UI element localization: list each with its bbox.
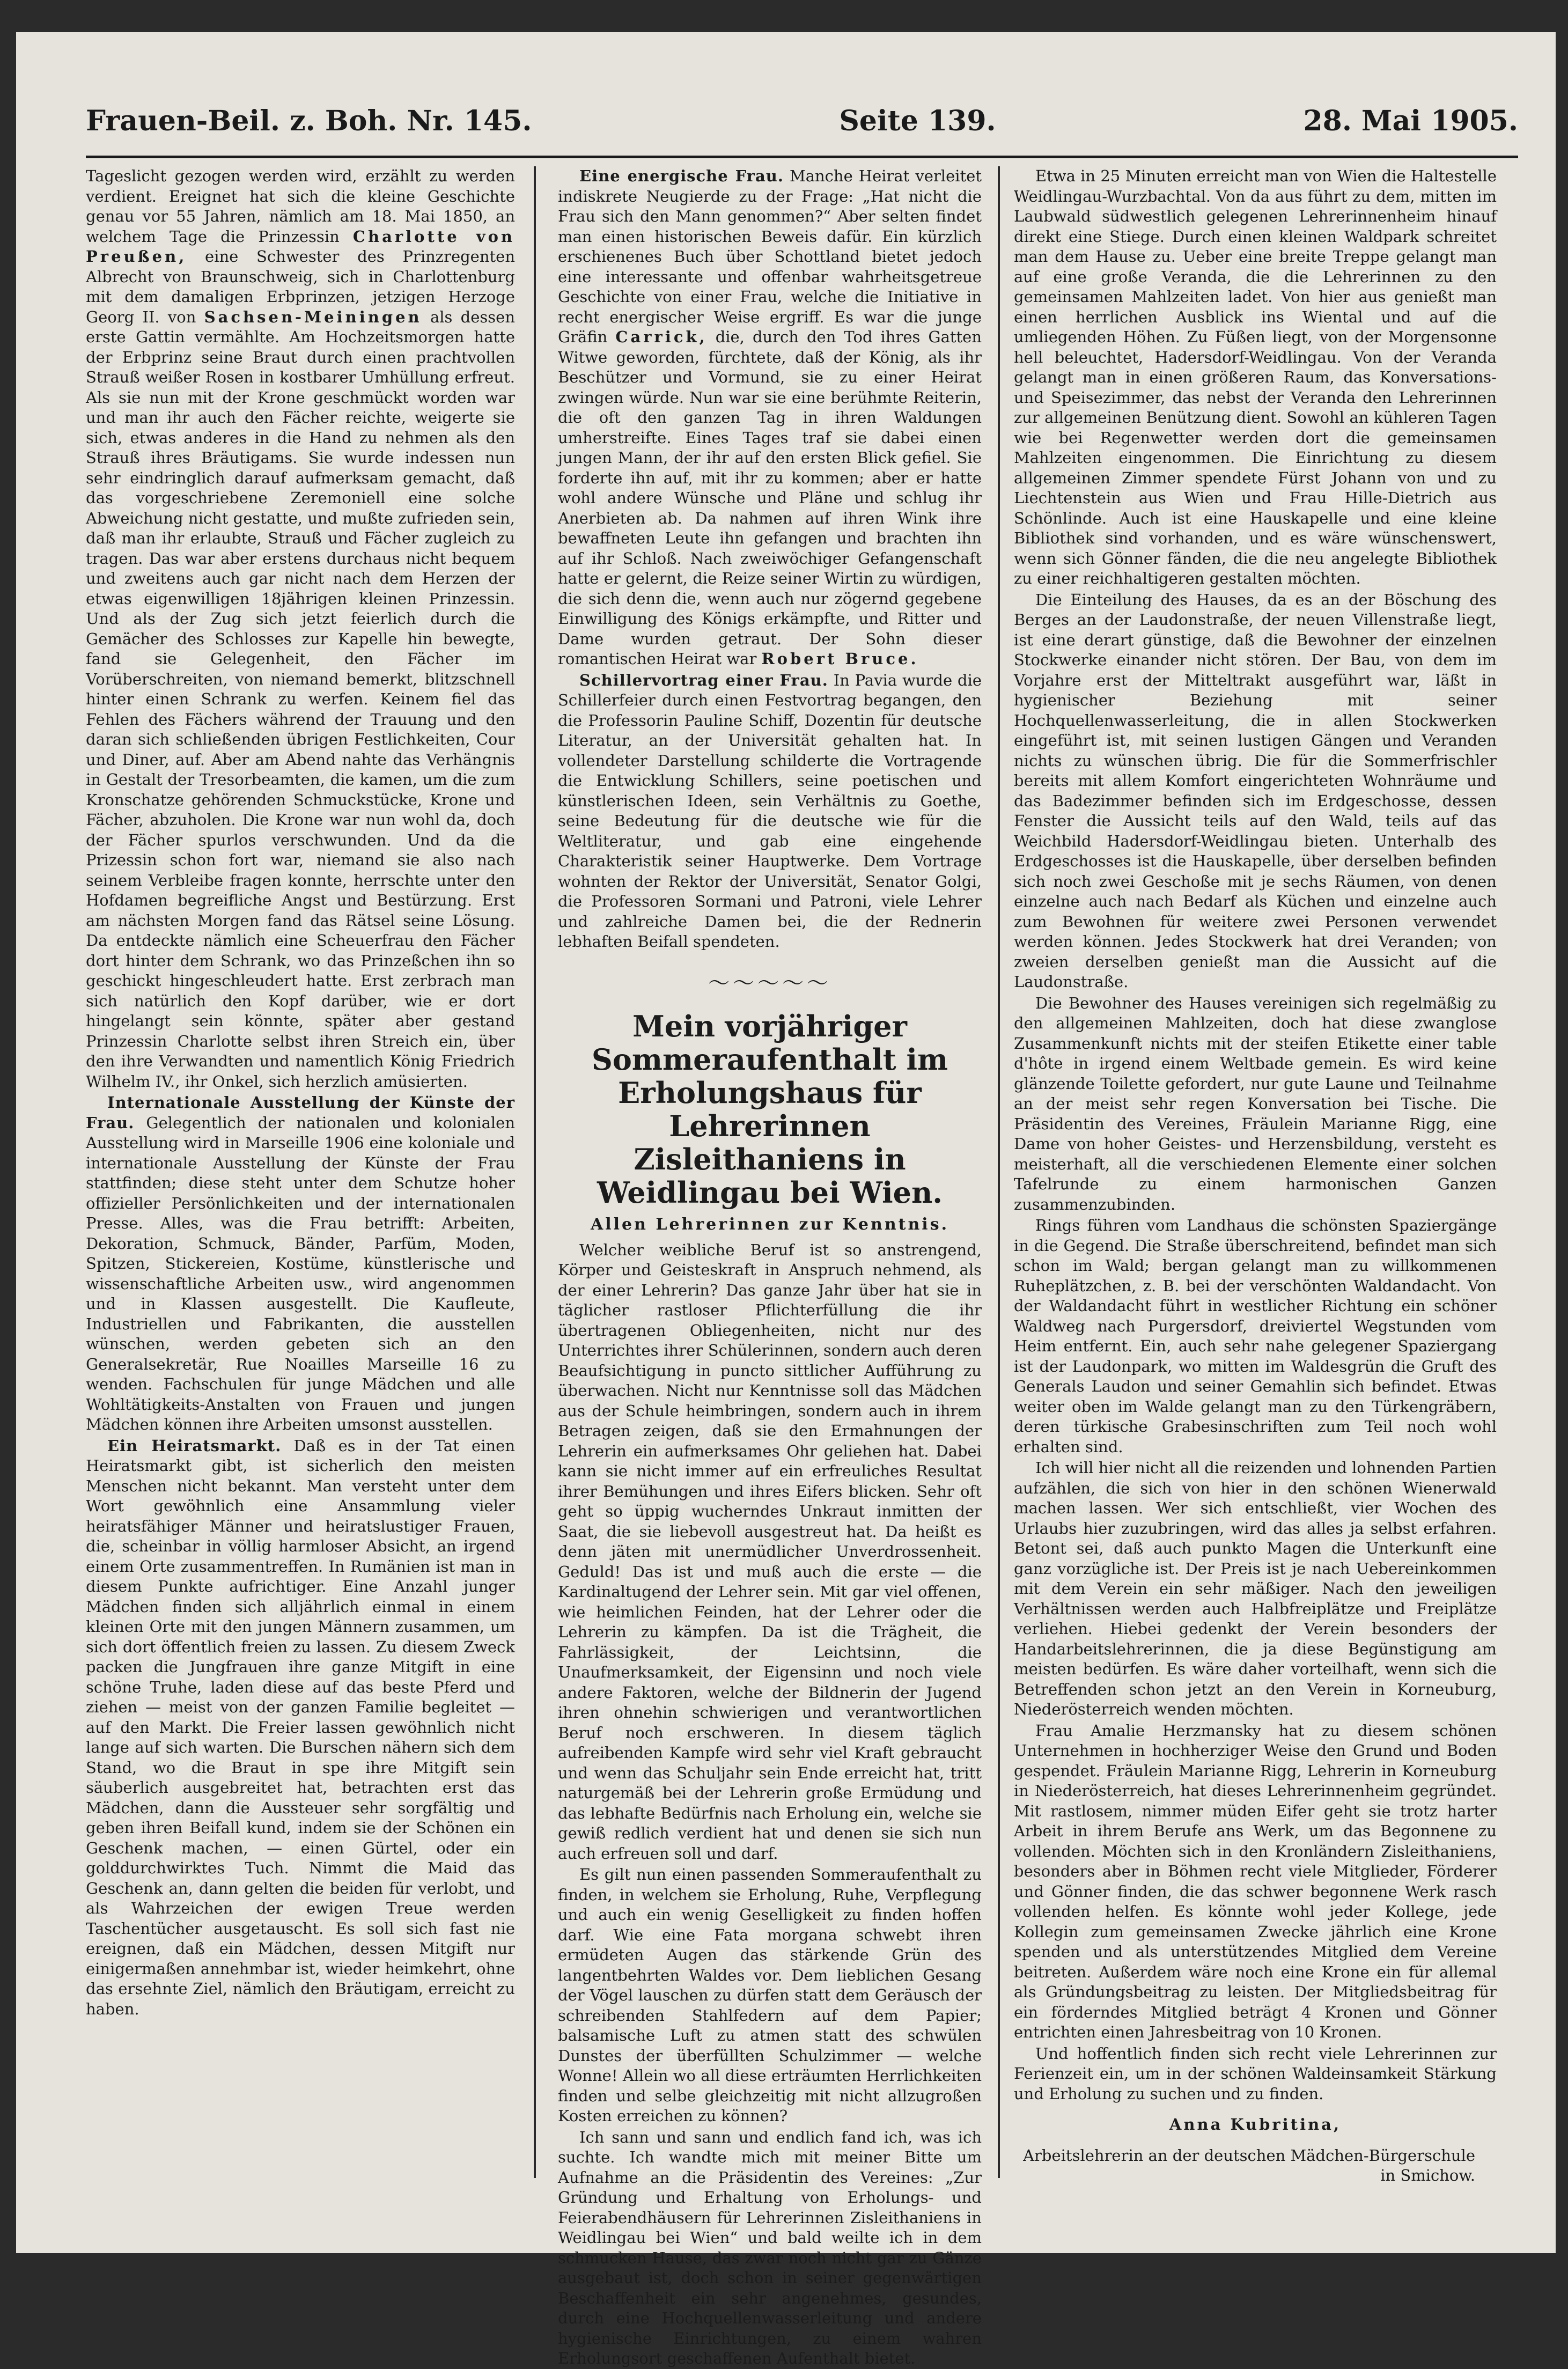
feature-paragraph: Ich will hier nicht all die reizenden und lohnenden Partien aufzählen, die sich von hier in den schönen Wienerwald machen lassen. Wer sich entschließt, vier Wochen des Urlaubs hier zuzubringen, wird das alles ja selbst erfahren. Betont sei, daß auch punkto Magen die Unterkunft eine ganz vorzügliche ist. Der Preis ist je nach Uebereinkommen mit dem Verein ein sehr mäßiger. Nach den jeweiligen Verhältnissen werden auch Halbfreiplätze und Freiplätze verliehen. Hiebei gedenkt der Verein besonders der Handarbeitslehrerinnen, die ja diese Begünstigung am meisten bedürfen. Es wäre daher vorteilhaft, wenn sich die Betreffenden schon jetzt an den Verein in Korneuburg, Niederösterreich wenden möchten. [1014,1459,1497,1718]
feature-paragraph: Ich sann und sann und endlich fand ich, was ich suchte. Ich wandte mich mit meiner Bitte um Aufnahme an die Präsidentin des Vereines: „Zur Gründung und Erhaltung von Erholungs- und Feierabendhäusern für Lehrerinnen Zisleithaniens in Weidlingau bei Wien“ und bald weilte ich in dem schmucken Hause, das zwar noch nicht gar zu Gänze ausgebaut ist, doch schon in seiner gegenwärtigen Beschaffenheit ein sehr angenehmes, gesundes, durch eine Hochquellenwasserleitung und andere hygienische Einrichtungen, zu einem wahren Erholungsort geschaffenen Aufenthalt bietet. [558,2128,982,2367]
header-date: 28. Mai 1905. [1303,104,1518,137]
feature-paragraph: Rings führen vom Landhaus die schönsten Spaziergänge in die Gegend. Die Straße überschreitend, befindet man sich schon im Wald; bergan gelangt man zu willkommenen Ruheplätzchen, z. B. bei der verschönten Waldandacht. Von der Waldandacht führt in westlicher Richtung ein schöner Waldweg nach Purgersdorf, dreiviertel Wegstunden vom Heim entfernt. Ein, auch sehr nahe gelegener Spaziergang ist der Laudonpark, wo mitten im Waldesgrün die Gruft des Generals Laudon und seiner Gemahlin sich befindet. Etwas weiter oben im Walde gelangt man zu den Türkengräbern, deren türkische Grabesinschriften zum Teil noch wohl erhalten sind. [1014,1216,1497,1456]
article-energetic-woman: Eine energische Frau. Manche Heirat verleitet indiskrete Neugierde zu der Frage: „Hat nicht die Frau sich den Mann genommen?“ Aber selten findet man einen historischen Beweis dafür. Ein kürzlich erschienenes Buch über Schottland bietet jedoch eine interessante und offenbar wahrheitsgetreue Geschichte von einer Frau, welche die Initiative in recht energischer Weise ergriff. Es war die junge Gräfin Carrick, die, durch den Tod ihres Gatten Witwe geworden, fürchtete, daß der König, als ihr Beschützer und Vormund, sie zu einer Heirat zwingen würde. Nun war sie eine berühmte Reiterin, die oft den ganzen Tag in ihren Waldungen umherstreifte. Eines Tages traf sie dabei einen jungen Mann, der ihr auf den ersten Blick gefiel. Sie forderte ihn auf, mit ihr zu kommen; aber er hatte wohl andere Wünsche und Pläne und schlug ihr Anerbieten ab. Da nahmen auf ihren Wink ihre bewaffneten Leute ihn gefangen und brachten ihn auf ihr Schloß. Nach zweiwöchiger Gefangenschaft hatte er gelernt, die Reize seiner Wirtin zu würdigen, die sich denn die, wenn auch nur zögernd gegebene Einwilligung des Königs erkämpfte, und Ritter und Dame wurden getraut. Der Sohn dieser romantischen Heirat war Robert Bruce. [558,167,982,668]
feature-paragraph: Die Einteilung des Hauses, da es an der Böschung des Berges an der Laudonstraße, der neuen Villenstraße liegt, ist eine derart günstige, daß die Bewohner der einzelnen Stockwerke einander nicht stören. Der Bau, von dem im Vorjahre erst der Mitteltrakt ausgeführt war, läßt in hygienischer Beziehung mit seiner Hochquellenwasserleitung, die in allen Stockwerken eingeführt ist, mit seinen lustigen Gängen und Veranden nichts zu wünschen übrig. Die für die Sommerfrischler bereits mit allem Komfort eingerichteten Wohnräume und das Badezimmer befinden sich im Erdgeschosse, dessen Fenster die Aussicht teils auf den Wald, teils auf das Weichbild Hadersdorf-Weidlingau bieten. Unterhalb des Erdgeschosses ist die Hauskapelle, über derselben befinden sich noch zwei Geschoße mit je sechs Räumen, von denen einzelne auch nach Bedarf als Küchen und einzelne auch zum Bewohnen für weitere zwei Personen verwendet werden können. Jedes Stockwerk hat drei Veranden; von zweien derselben genießt man die Aussicht auf die Laudonstraße. [1014,590,1497,991]
feature-paragraph: Die Bewohner des Hauses vereinigen sich regelmäßig zu den allgemeinen Mahlzeiten, doch hat diese zwanglose Zusammenkunft nichts mit der steifen Etikette einer table d'hôte in irgend einem Weltbade gemein. Es wird keine glänzende Toilette gefordert, nur gute Laune und Teilnahme an der meist sehr regen Konversation bei Tische. Die Präsidentin des Vereines, Fräulein Marianne Rigg, eine Dame von hoher Geistes- und Herzensbildung, versteht es meisterhaft, all die verschiedenen Elemente einer solchen Tafelrunde zu einem harmonischen Ganzen zusammenzubinden. [1014,994,1497,1213]
article-exhibition: Internationale Ausstellung der Künste der Frau. Gelegentlich der nationalen und kolonialen Ausstellung wird in Marseille 1906 eine koloniale und internationale Ausstellung der Künste der Frau stattfinden; diese steht unter dem Schutze hoher offizieller Persönlichkeiten und der internationalen Presse. Alles, was die Frau betrifft: Arbeiten, Dekoration, Schmuck, Bänder, Parfüm, Moden, Spitzen, Stickereien, Kostüme, künstlerische und wissenschaftliche Arbeiten usw., wird angenommen und in Klassen ausgestellt. Die Kaufleute, Industriellen und Fabrikanten, die ausstellen wünschen, werden gebeten sich an den Generalsekretär, Rue Noailles Marseille 16 zu wenden. Fachschulen für junge Mädchen und alle Wohltätigkeits-Anstalten von Frauen und jungen Mädchen können ihre Arbeiten umsonst ausstellen. [86,1093,515,1433]
feature-title: Mein vorjähriger Sommeraufenthalt im Erholungshaus für Lehrerinnen Zisleithaniens in Weidlingau bei Wien. [591,1009,948,1210]
feature-paragraph: Und hoffentlich finden sich recht viele Lehrerinnen zur Ferienzeit ein, um in der schönen Waldeinsamkeit Stärkung und Erholung zu suchen und zu finden. [1014,2044,1497,2103]
article-fan-story: Tageslicht gezogen werden wird, erzählt zu werden verdient. Ereignet hat sich die kleine Geschichte genau vor 55 Jahren, nämlich am 18. Mai 1850, an welchem Tage die Prinzessin Charlotte von Preußen, eine Schwester des Prinzregenten Albrecht von Braunschweig, sich in Charlottenburg mit dem damaligen Erbprinzen, jetzigen Herzoge Georg II. von Sachsen-Meiningen als dessen erste Gattin vermählte. Am Hochzeitsmorgen hatte der Erbprinz seine Braut durch einen prachtvollen Strauß weißer Rosen in kostbarer Umhüllung erfreut. Als sie nun mit der Krone geschmückt worden war und man ihr auch den Fächer reichte, weigerte sie sich, etwas anderes in die Hand zu nehmen als den Strauß ihres Bräutigams. Sie wurde indessen nun sehr eindringlich darauf aufmerksam gemacht, daß das vorgeschriebene Zeremoniell eine solche Abweichung nicht gestatte, und mußte zufrieden sein, daß man ihr erlaubte, Strauß und Fächer zugleich zu tragen. Das war aber erstens durchaus nicht bequem und zweitens auch gar nicht nach dem Herzen der etwas eigenwilligen 18jährigen kleinen Prinzessin. Und als der Zug sich jetzt feierlich durch die Gemächer des Schlosses zur Kapelle hin bewegte, fand sie Gelegenheit, den Fächer im Vorüberschreiten, von niemand bemerkt, blitzschnell hinter einen Schrank zu werfen. Keinem fiel das Fehlen des Fächers während der Trauung und den daran sich schließenden übrigen Festlichkeiten, Cour und Diner, auf. Aber am Abend nahte das Verhängnis in Gestalt der Tresorbeamten, die kamen, um die zum Kronschatze gehörenden Schmuckstücke, Krone und Fächer, abzuholen. Die Krone war nun wohl da, doch der Fächer spurlos verschwunden. Und da die Prizessin schon fort war, niemand sie also nach seinem Verbleibe fragen konnte, herrschte unter den Hofdamen begreifliche Angst und Bestürzung. Erst am nächsten Morgen fand das Rätsel seine Lösung. Da entdeckte nämlich eine Scheuerfrau den Fächer dort hinter dem Schrank, wo das Prinzeßchen ihn so geschickt hingeschleudert hatte. Erst zerbrach man sich natürlich den Kopf darüber, wie er dort hingelangt sein könnte, später aber gestand Prinzessin Charlotte selbst ihren Streich ein, über den ihre Verwandten und namentlich König Friedrich Wilhelm IV., ihr Onkel, sich herzlich amüsierten. [86,167,516,1091]
feature-paragraph: Es gilt nun einen passenden Sommeraufenthalt zu finden, in welchem sie Erholung, Ruhe, Verpflegung und auch ein wenig Geselligkeit zu finden hoffen darf. Wie eine Fata morgana schwebt ihren ermüdeten Augen das stärkende Grün des langentbehrten Waldes vor. Dem lieblichen Gesang der Vögel lauschen zu dürfen statt dem Geräusch der schreibenden Stahlfedern auf dem Papier; balsamische Luft zu atmen statt des schwülen Dunstes der überfüllten Schulzimmer — welche Wonne! Allein wo all diese erträumten Herrlichkeiten finden und selbe gleichzeitig mit nicht allzugroßen Kosten erreichen zu können? [558,1865,982,2125]
column-1 [86,166,515,2194]
schiller-heading: Schillervortrag einer Frau. [579,671,828,689]
marriage-market-heading: Ein Heiratsmarkt. [107,1436,282,1455]
article-marriage-market: Ein Heiratsmarkt. Daß es in der Tat einen Heiratsmarkt gibt, ist sicherlich den meisten Menschen nicht bekannt. Man versteht unter dem Wort gewöhnlich eine Ansammlung vieler heiratsfähiger Männer und heiratslustiger Frauen, die, scheinbar in völlig harmloser Absicht, an irgend einem Orte zusammentreffen. In Rumänien ist man in diesem Punkte aufrichtiger. Eine Anzahl junger Mädchen finden sich alljährlich einmal in einem kleinen Orte mit den jungen Männern zusammen, um sich dort öffentlich freien zu lassen. Zu diesem Zweck packen die Jungfrauen ihre ganze Mitgift in eine schöne Truhe, laden diese auf das beste Pferd und ziehen — meist von der ganzen Familie begleitet — auf den Markt. Die Freier lassen gewöhnlich nicht lange auf sich warten. Die Burschen nähern sich dem Stand, wo die Braut in spe ihre Mitgift sein säuberlich ausgebreitet hat, betrachten erst das Mädchen, dann die Aussteuer sehr sorgfältig und geben ihren Beifall kund, indem sie der Schönen ein Geschenk machen, — einen Gürtel, oder ein golddurchwirktes Tuch. Nimmt die Maid das Geschenk an, dann gelten die beiden für verlobt, und als Wahrzeichen der ewigen Treue werden Taschentücher ausgetauscht. Es soll sich fast nie ereignen, daß ein Mädchen, dessen Mitgift nur einigermaßen annehmbar ist, wieder heimkehrt, ohne das ersehnte Ziel, nämlich den Bräutigam, erreicht zu haben. [86,1436,515,2018]
column-rule-2 [998,166,1000,2178]
author-affiliation: Arbeitslehrerin an der deutschen Mädchen-Bürgerschule in Smichow. [1023,2146,1475,2184]
column-rule-1 [534,166,536,2178]
feature-paragraph: Welcher weibliche Beruf ist so anstrengend, Körper und Geisteskraft in Anspruch nehmend, als der einer Lehrerin? Das ganze Jahr über hat sie in täglicher rastloser Pflichterfüllung die ihr übertragenen Obliegenheiten, nicht nur des Unterrichtes ihrer Schülerinnen, sondern auch deren Beaufsichtigung in puncto sittlicher Aufführung zu überwachen. Nicht nur Kenntnisse soll das Mädchen aus der Schule heimbringen, sondern auch in ihrem Betragen zeigen, daß sie den Ermahnungen der Lehrerin ein aufmerksames Ohr geliehen hat. Dabei kann sie nicht immer auf ein erfreuliches Resultat ihrer Bemühungen und ihres Eifers blicken. Sehr oft geht so üppig wucherndes Unkraut inmitten der Saat, die sie liebevoll ausgestreut hat. Da heißt es denn jäten mit unermüdlicher Unverdrossenheit. Geduld! Das ist und muß auch die erste — die Kardinaltugend der Lehrer sein. Mit gar viel offenen, wie heimlichen Feinden, hat der Lehrer oder die Lehrerin zu kämpfen. Da ist die Trägheit, die Fahrlässigkeit, der Leichtsinn, die Unaufmerksamkeit, der Eigensinn und noch viele andere Faktoren, welche der Bildnerin der Jugend ihren ohnehin schwierigen und verantwortlichen Beruf noch erschweren. In diesem täglich aufreibenden Kampfe wird sehr viel Kraft gebraucht und wenn das Schuljahr sein Ende erreicht hat, tritt naturgemäß bei der Lehrerin große Ermüdung und das lebhafte Bedürfnis nach Erholung ein, welche sie gewiß redlich verdient hat und denen sie sich nun auch erfreuen soll und darf. [558,1240,982,1863]
column-2 [558,166,982,2367]
feature-subtitle: Allen Lehrerinnen zur Kenntnis. [590,1215,949,1234]
header-publication: Frauen-Beil. z. Boh. Nr. 145. [86,104,532,137]
feature-paragraph: Frau Amalie Herzmansky hat zu diesem schönen Unternehmen in hochherziger Weise den Grund und Boden gespendet. Fräulein Marianne Rigg, Lehrerin in Korneuburg in Niederösterreich, hat dieses Lehrerinnenheim gegründet. Mit rastlosem, nimmer müden Eifer geht sie trotz harter Arbeit in ihrem Berufe ans Werk, um das Begonnene zu vollenden. Möchten sich in den Kronländern Zisleithaniens, besonders aber in Böhmen recht viele Mitglieder, Förderer und Gönner finden, die das schwer begonnene Werk rasch vollenden helfen. Es könnte wohl jeder Kollege, jede Kollegin zum gemeinsamen Zwecke jährlich eine Krone spenden und als unterstützendes Mitglied dem Vereine beitreten. Außerdem wäre noch eine Krone ein für allemal als Gründungsbeitrag zu leisten. Der Mitgliedsbeitrag für ein förderndes Mitglied beträgt 4 Kronen und Gönner entrichten einen Jahresbeitrag von 10 Kronen. [1014,1721,1497,2041]
energetic-woman-heading: Eine energische Frau. [579,167,784,185]
ornament-divider: 〜〜〜〜〜 [708,970,831,996]
author-signature: Anna Kubritina, [1169,2115,1342,2133]
feature-paragraph: Etwa in 25 Minuten erreicht man von Wien die Haltestelle Weidlingau-Wurzbachtal. Von da aus führt zu dem, mitten im Laubwald südwestlich gelegenen Lehrerinnenheim hinauf direkt eine Stiege. Durch einen kleinen Waldpark schreitet man dem Hause zu. Ueber eine breite Treppe gelangt man auf eine große Veranda, die die Lehrerinnen zu den gemeinsamen Mahlzeiten ladet. Von hier aus genießt man einen herrlichen Ausblick ins Wiental und auf die umliegenden Höhen. Zu Füßen liegt, von der Morgensonne hell beleuchtet, Hadersdorf-Weidlingau. Von der Veranda gelangt man in einen größeren Raum, das Konversations- und Speisezimmer, das nebst der Veranda den Lehrerinnen zur allgemeinen Benützung dient. Sowohl an kühleren Tagen wie bei Regenwetter werden dort die gemeinsamen Mahlzeiten eingenommen. Die Einrichtung zu diesem allgemeinen Zimmer spendete Fürst Johann von und zu Liechtenstein aus Wien und Frau Hille-Dietrich aus Schönlinde. Auch ist eine Hauskapelle und eine kleine Bibliothek sind vorhanden, und es wäre wünschenswert, wenn sich Gönner fänden, die die neu angelegte Bibliothek zu einer reichhaltigeren gestalten möchten. [1014,167,1497,587]
header-page-number: Seite 139. [839,104,996,137]
page-header [86,86,1518,158]
article-schiller-lecture: Schillervortrag einer Frau. In Pavia wurde die Schillerfeier durch einen Festvortrag begangen, den die Professorin Pauline Schiff, Dozentin für deutsche Literatur, an der Universität gehalten hat. In vollendeter Darstellung schilderte die Vortragende die Entwicklung Schillers, seine poetischen und künstlerischen Ideen, sein Verhältnis zu Goethe, seine Bedeutung für die deutsche wie für die Weltliteratur, und gab eine eingehende Charakteristik seiner Hauptwerke. Dem Vortrage wohnten der Rektor der Universität, Senator Golgi, die Professoren Sormani und Patroni, viele Lehrer und zahlreiche Damen bei, die der Rednerin lebhaften Beifall spendeten. [558,671,982,951]
exhibition-heading: Internationale Ausstellung der Künste der Frau. [86,1093,515,1132]
column-3 [1014,166,1497,2194]
newspaper-page [16,32,1556,2367]
